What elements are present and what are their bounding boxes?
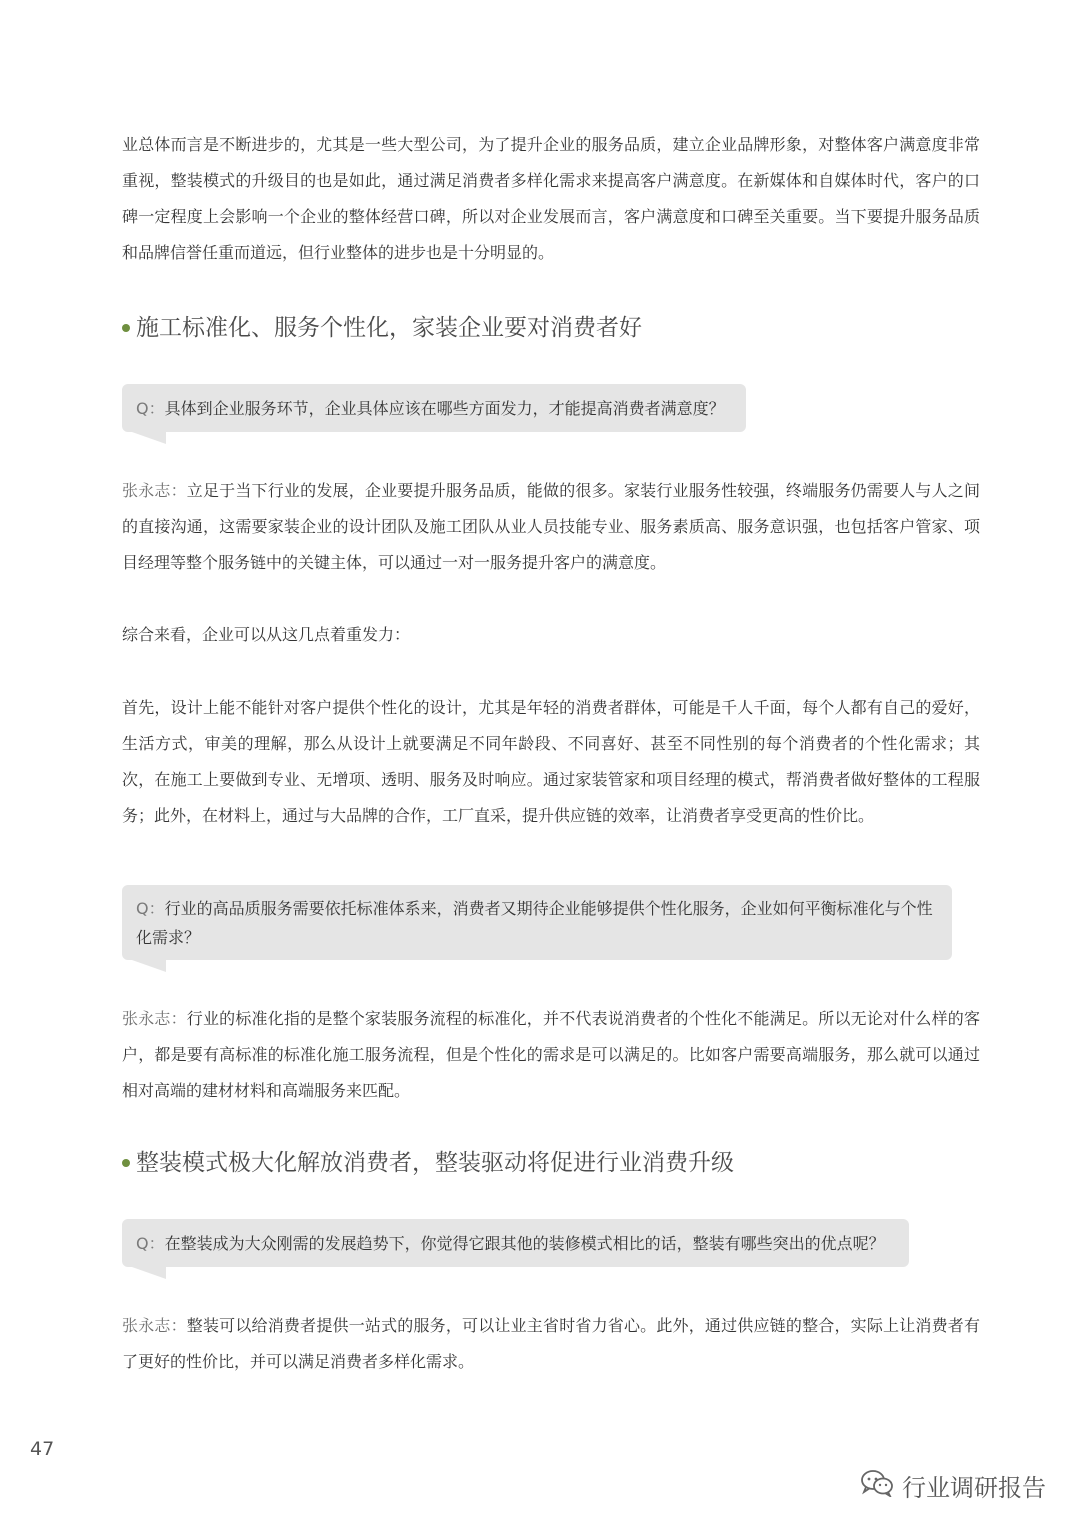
question-text: 在整装成为大众刚需的发展趋势下，你觉得它跟其他的装修模式相比的话，整装有哪些突出的优点呢？ (164, 1233, 885, 1253)
section-heading-2 (122, 1148, 734, 1178)
question-text: 具体到企业服务环节，企业具体应该在哪些方面发力，才能提高消费者满意度？ (164, 398, 725, 418)
points-paragraph: 首先，设计上能不能针对客户提供个性化的设计，尤其是年轻的消费者群体，可能是千人千面，每个人都有自己的爱好，生活方式，审美的理解，那么从设计上就要满足不同年龄段、不同喜好、甚至不同性别的每个消费者的个性化需求；其次，在施工上要做到专业、无增项、透明、服务及时响应。通过家装管家和项目经理的模式，帮消费者做好整体的工程服务；此外，在材料上，通过与大品牌的合作，工厂直采，提升供应链的效率，让消费者享受更高的性价比。 (122, 698, 980, 825)
speech-bubble-tail-icon (132, 432, 166, 444)
speaker-label: 张永志： (122, 1316, 187, 1335)
section-heading-text: 施工标准化、服务个性化，家装企业要对消费者好 (136, 315, 642, 341)
speech-bubble-tail-icon (132, 1267, 166, 1279)
answer-text: 行业的标准化指的是整个家装服务流程的标准化，并不代表说消费者的个性化不能满足。所以无论对什么样的客户，都是要有高标准的标准化施工服务流程，但是个性化的需求是可以满足的。比如客户需要高端服务，那么就可以通过相对高端的建材材料和高端服务来匹配。 (122, 1009, 980, 1100)
answer-paragraph-3 (122, 1308, 980, 1380)
question-box-3 (122, 1219, 909, 1267)
answer-paragraph-1 (122, 473, 980, 581)
question-prefix: Q： (136, 398, 165, 418)
bullet-dot-icon (122, 1159, 130, 1167)
question-text: 行业的高品质服务需要依托标准体系来，消费者又期待企业能够提供个性化服务，企业如何平衡标准化与个性化需求？ (136, 898, 933, 947)
question-prefix: Q： (136, 898, 165, 918)
intro-paragraph: 业总体而言是不断进步的，尤其是一些大型公司，为了提升企业的服务品质，建立企业品牌形象，对整体客户满意度非常重视，整装模式的升级目的也是如此，通过满足消费者多样化需求来提高客户满意度。在新媒体和自媒体时代，客户的口碑一定程度上会影响一个企业的整体经营口碑，所以对企业发展而言，客户满意度和口碑至关重要。当下要提升服务品质和品牌信誉任重而道远，但行业整体的进步也是十分明显的。 (122, 135, 980, 262)
answer-paragraph-2 (122, 1001, 980, 1109)
speaker-label: 张永志： (122, 481, 187, 500)
summary-line: 综合来看，企业可以从这几点着重发力： (122, 625, 411, 644)
answer-text: 整装可以给消费者提供一站式的服务，可以让业主省时省力省心。此外，通过供应链的整合，实际上让消费者有了更好的性价比，并可以满足消费者多样化需求。 (122, 1316, 980, 1371)
speaker-label: 张永志： (122, 1009, 187, 1028)
section-heading-1 (122, 313, 642, 343)
wechat-icon (860, 1469, 894, 1503)
speech-bubble-tail-icon (132, 960, 166, 972)
answer-text: 立足于当下行业的发展，企业要提升服务品质，能做的很多。家装行业服务性较强，终端服务仍需要人与人之间的直接沟通，这需要家装企业的设计团队及施工团队从业人员技能专业、服务素质高、服务意识强，也包括客户管家、项目经理等整个服务链中的关键主体，可以通过一对一服务提升客户的满意度。 (122, 481, 980, 572)
question-box-1 (122, 384, 746, 432)
section-heading-text: 整装模式极大化解放消费者，整装驱动将促进行业消费升级 (136, 1150, 734, 1176)
page-number: 47 (30, 1438, 55, 1460)
question-box-2 (122, 885, 952, 960)
question-prefix: Q： (136, 1233, 165, 1253)
footer-label: 行业调研报告 (902, 1474, 1046, 1502)
footer-watermark (860, 1468, 1046, 1503)
bullet-dot-icon (122, 324, 130, 332)
